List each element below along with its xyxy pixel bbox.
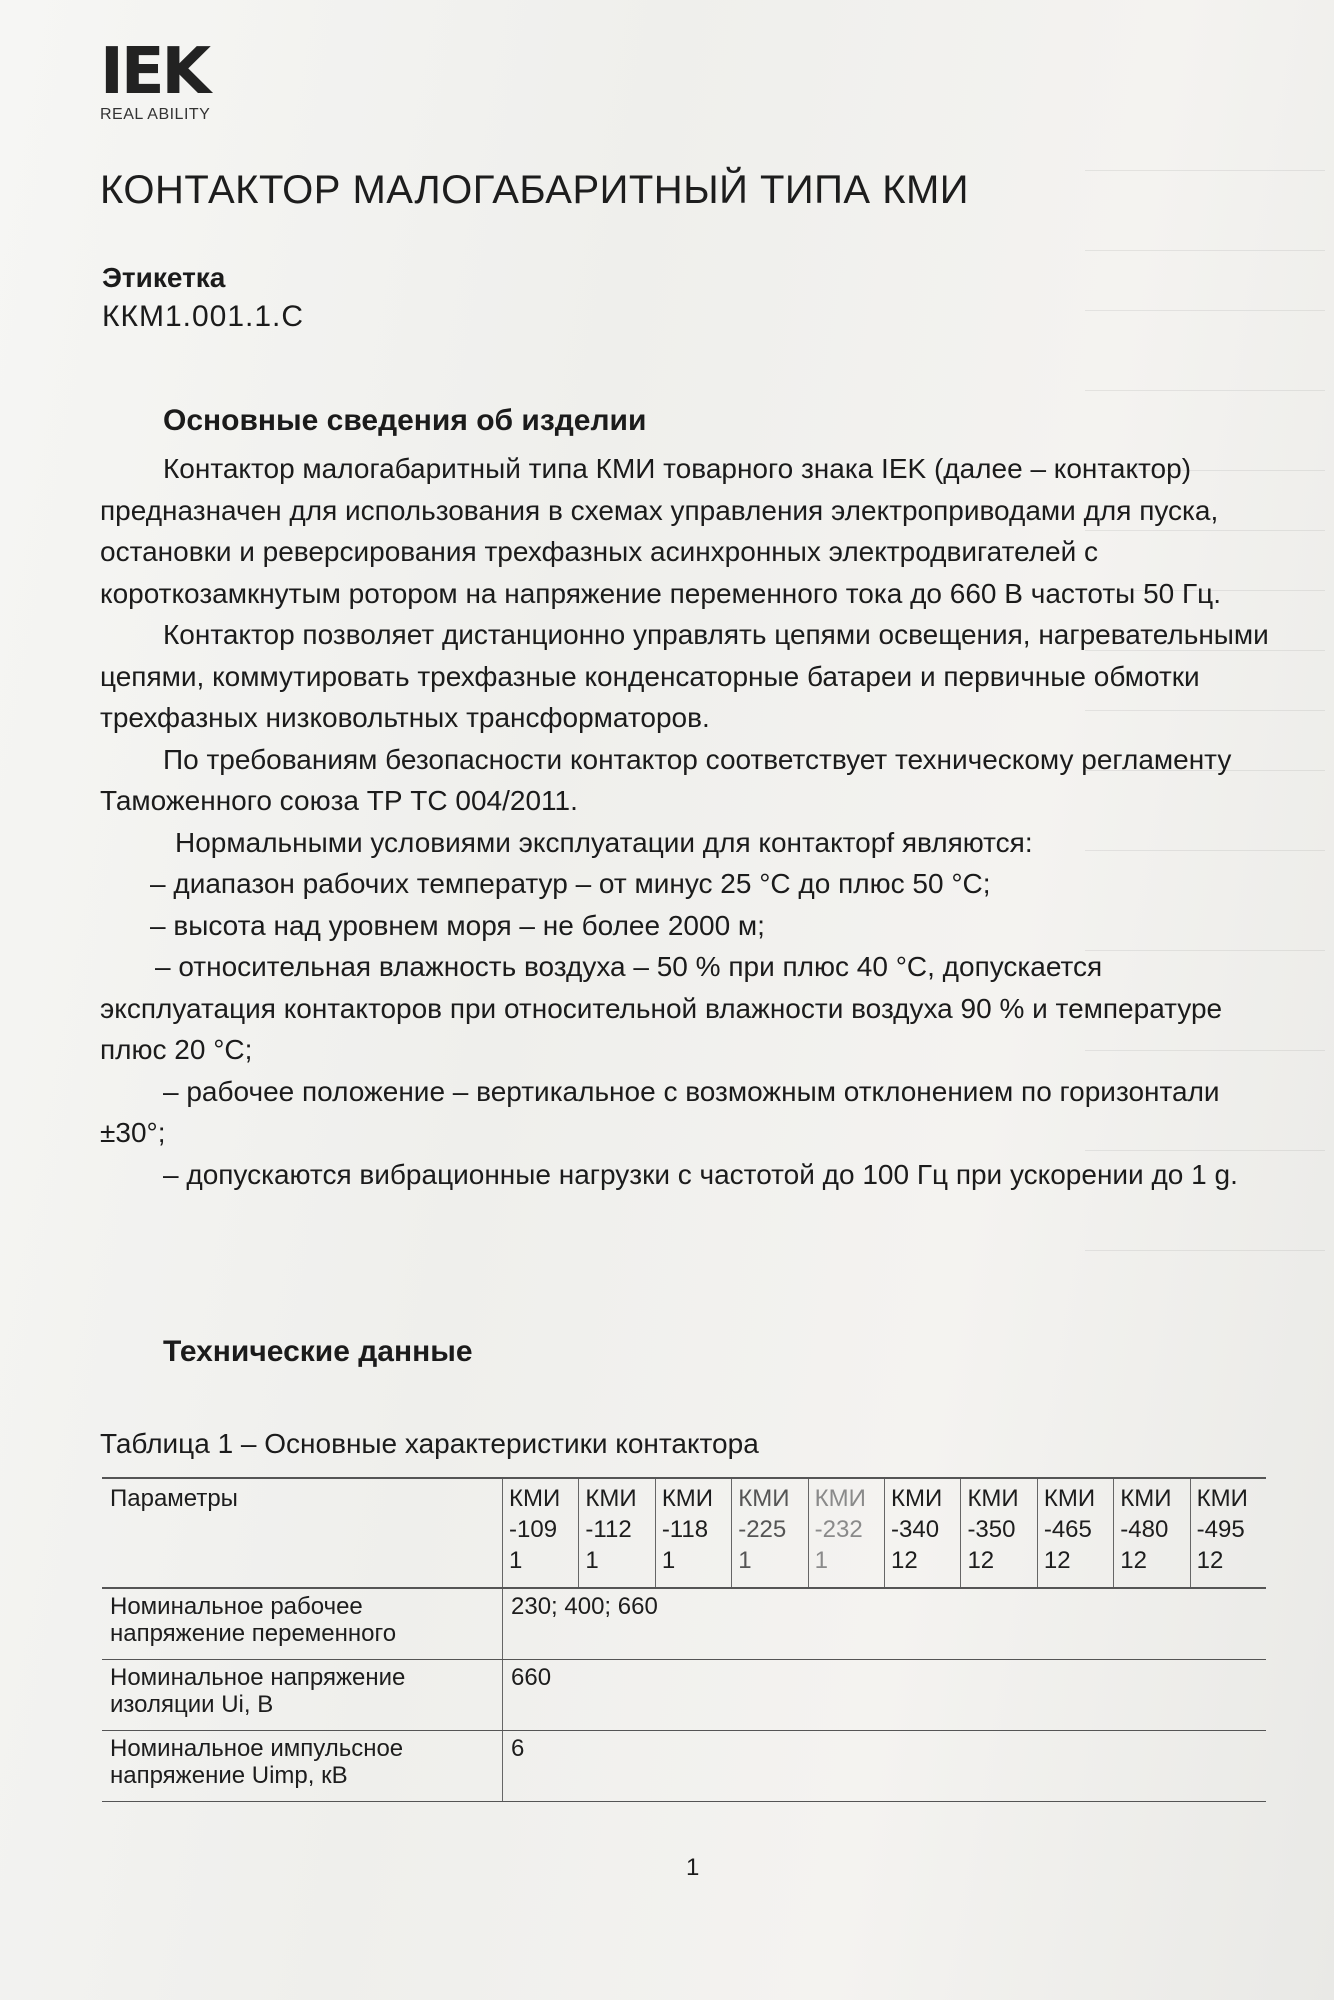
characteristics-table	[102, 1477, 1266, 1802]
param-cell: Номинальное напряжение изоляции Ui, В	[102, 1660, 503, 1731]
condition-item: – диапазон рабочих температур – от минус 25 °С до плюс 50 °С;	[150, 868, 991, 899]
iek-logo	[100, 35, 211, 124]
table-header-row	[102, 1478, 1266, 1588]
section-heading-general: Основные сведения об изделии	[163, 404, 647, 437]
param-cell: Номинальное импульсное напряжение Uimp, кВ	[102, 1731, 503, 1802]
model-header: КМИ -118 1	[655, 1478, 731, 1588]
model-header: КМИ -480 12	[1114, 1478, 1190, 1588]
table-row	[102, 1660, 1266, 1731]
paragraph: Нормальными условиями эксплуатации для контакторf являются:	[175, 826, 1033, 858]
model-header: КМИ -112 1	[579, 1478, 655, 1588]
page-number: 1	[686, 1854, 700, 1881]
model-header: КМИ -340 12	[885, 1478, 961, 1588]
paragraph: Контактор малогабаритный типа КМИ товарного знака IEK (далее – контактор) предназначен для использования в схемах управления электроприводами для пуска, остановки и реверсирования трехфазных асинхронных электродвигателей с короткозамкнутым ротором на напряжение переменного тока до 660 В частоты 50 Гц.	[100, 453, 1221, 609]
logo-tagline: REAL ABILITY	[100, 106, 211, 123]
model-header: КМИ -109 1	[503, 1478, 579, 1588]
section-heading-tech: Технические данные	[163, 1335, 473, 1368]
label-code: ККМ1.001.1.С	[102, 300, 305, 333]
table-caption: Таблица 1 – Основные характеристики контактора	[100, 1428, 759, 1459]
table-row	[102, 1588, 1266, 1660]
value-cell: 6	[503, 1731, 1267, 1802]
param-cell: Номинальное рабочее напряжение переменного	[102, 1588, 503, 1660]
condition-item: – высота над уровнем моря – не более 2000 м;	[150, 909, 765, 941]
logo-mark: IEK	[100, 35, 209, 109]
model-header: КМИ -232 1	[808, 1478, 884, 1588]
condition-item: – рабочее положение – вертикальное с возможным отклонением по горизонтали ±30°;	[100, 1075, 1220, 1148]
table-row	[102, 1731, 1266, 1802]
value-cell: 660	[503, 1660, 1267, 1731]
model-header: КМИ -350 12	[961, 1478, 1037, 1588]
model-header: КМИ -495 12	[1190, 1478, 1266, 1588]
model-header: КМИ -465 12	[1037, 1478, 1113, 1588]
paragraph: По требованиям безопасности контактор соответствует техническому регламенту Таможенного союза ТР ТС 004/2011.	[100, 743, 1232, 816]
general-info-text	[100, 448, 1270, 1195]
condition-item: – относительная влажность воздуха – 50 % при плюс 40 °С, допускается эксплуатация контакторов при относительной влажности воздуха 90 % и температуре плюс 20 °С;	[100, 951, 1223, 1065]
model-header: КМИ -225 1	[732, 1478, 808, 1588]
label-title: Этикетка	[102, 262, 226, 293]
condition-item: – допускаются вибрационные нагрузки с частотой до 100 Гц при ускорении до 1 g.	[163, 1158, 1238, 1190]
value-cell: 230; 400; 660	[503, 1588, 1267, 1660]
param-header: Параметры	[102, 1478, 503, 1588]
document-title: КОНТАКТОР МАЛОГАБАРИТНЫЙ ТИПА КМИ	[100, 168, 970, 212]
paragraph: Контактор позволяет дистанционно управлять цепями освещения, нагревательными цепями, коммутировать трехфазные конденсаторные батареи и первичные обмотки трехфазных низковольтных трансформаторов.	[100, 619, 1269, 733]
